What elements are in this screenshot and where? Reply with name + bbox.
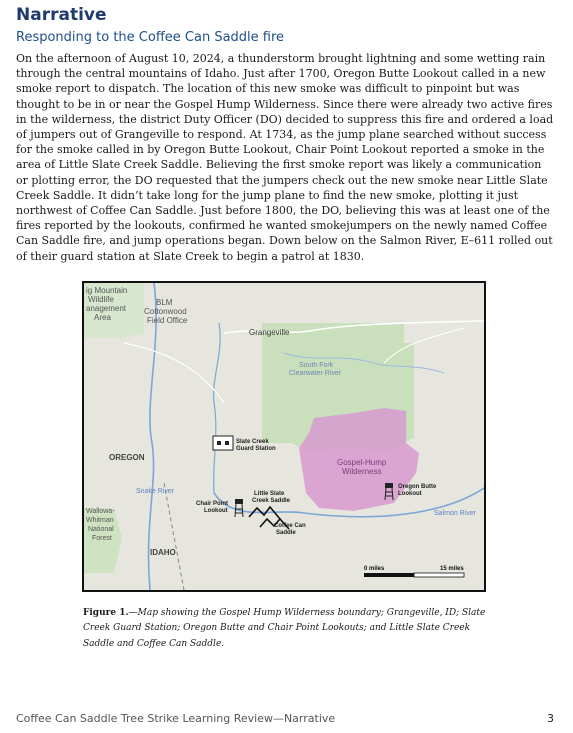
guard-station-window	[217, 441, 221, 445]
narrative-paragraph: On the afternoon of August 10, 2024, a thunderstorm brought lightning and some wetting rain through the central mountains of Idaho. Just after 1700, Oregon Butte Lookout called in a new smoke report to dispatch. The location of this new smoke was difficult to pinpoint but was thought to be in or near the Gospel Hump Wilderness. Since there were already two active fires in the wilderness, the district Duty Officer (DO) decided to suppress this fire and ordered a load of jumpers out of Grangeville to respond. At 1734, as the jump plane searched without success for the smoke called in by Oregon Butte Lookout, Chair Point Lookout reported a smoke in the area of Little Slate Creek Saddle. Believing the first smoke report was likely a communication or plotting error, the DO requested that the jumpers check out the new smoke near Little Slate Creek Saddle. It didn’t take long for the jump plane to find the new smoke, plotting it just northwest of Coffee Can Saddle. Just before 1800, the DO, believing this was at least one of the fires reported by the lookouts, confirmed he wanted smokejumpers on the newly named Coffee Can Saddle fire, and jump operations began. Down below on the Salmon River, E–611 rolled out of their guard station at Slate Creek to begin a patrol at 1830.	[16, 52, 554, 263]
map-graphic	[84, 283, 484, 590]
label-oregon-butte: Oregon Butte Lookout	[398, 484, 437, 497]
label-snake-river: Snake River	[136, 488, 175, 495]
label-little-slate: Little Slate Creek Saddle	[252, 491, 291, 504]
scale-label-start: 0 miles	[364, 566, 385, 572]
label-hells-canyon: ig Mountain Wildlife anagement Area	[86, 286, 128, 322]
label-gospel-hump: Gospel-Hump Wilderness	[337, 458, 387, 476]
scale-bar	[364, 573, 464, 577]
page-number: 3	[547, 712, 554, 725]
label-coffee-can: Coffee Can Saddle	[274, 523, 306, 536]
label-chair-point: Chair Point Lookout	[196, 501, 229, 514]
label-blm: BLM Cottonwood Field Office	[144, 298, 188, 325]
caption-text: —Map showing the Gospel Hump Wilderness boundary; Grangeville, ID; Slate Creek Guard Station; Oregon Butte and Chair Point Lookouts; and Little Slate Creek Saddle and Coffee Can Saddle.	[83, 608, 486, 649]
section-subheading: Responding to the Coffee Can Saddle fire	[16, 30, 285, 45]
caption-label: Figure 1.	[83, 608, 129, 618]
wilderness-map	[82, 281, 486, 592]
label-slate-creek-station: Slate Creek Guard Station	[236, 439, 276, 452]
footer-title: Coffee Can Saddle Tree Strike Learning Review—Narrative	[16, 712, 336, 725]
figure-caption	[83, 606, 493, 652]
label-south-fork: South Fork Clearwater River	[289, 362, 342, 377]
label-wallowa: Wallowa- Whitman National Forest	[86, 508, 115, 542]
guard-station-icon	[213, 436, 233, 450]
label-salmon-river: Salmon River	[434, 510, 477, 517]
section-heading: Narrative	[16, 5, 107, 25]
label-idaho: IDAHO	[150, 548, 176, 557]
label-line: ig Mountain	[86, 286, 128, 295]
label-oregon: OREGON	[109, 453, 145, 462]
scale-label-end: 15 miles	[440, 566, 464, 572]
guard-station-window	[225, 441, 229, 445]
label-grangeville: Grangeville	[249, 328, 290, 337]
